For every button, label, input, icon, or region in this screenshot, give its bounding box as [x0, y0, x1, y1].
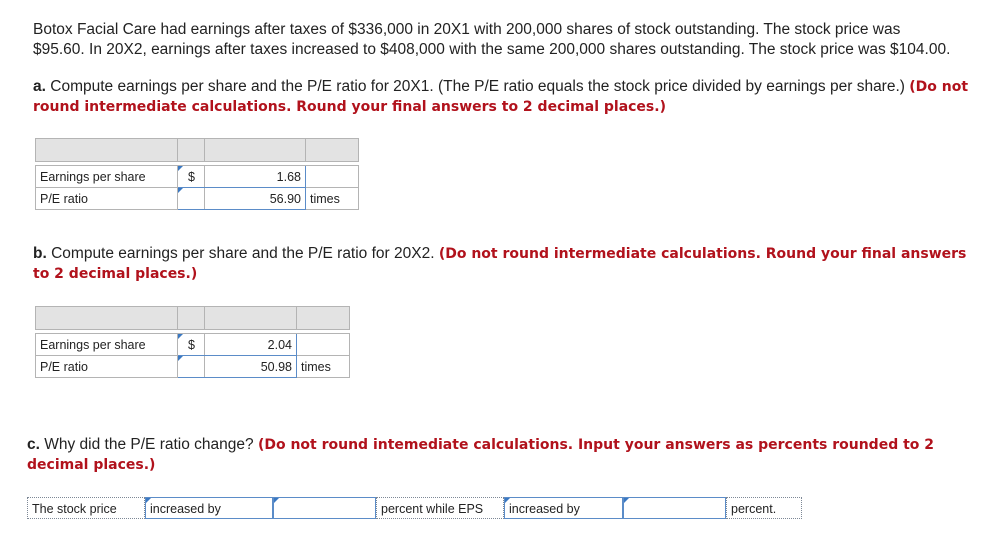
currency-prefix: $: [188, 337, 195, 352]
answer-flag-icon: [178, 166, 183, 171]
stock-price-percent-input[interactable]: [273, 497, 376, 519]
dropdown-value: increased by: [509, 502, 580, 516]
sentence-end: percent.: [726, 497, 802, 519]
answer-flag-icon: [274, 498, 279, 503]
answer-flag-icon: [178, 356, 183, 361]
eps-answer-input[interactable]: [178, 334, 205, 356]
table-row: [36, 166, 359, 188]
currency-prefix: $: [188, 169, 195, 184]
part-b-instruction: (Do not round intermediate calculations. Round your final answers to 2 decimal places.): [33, 246, 967, 282]
intro-line-1: Botox Facial Care had earnings after taxes of $336,000 in 20X1 with 200,000 shares of stock outstanding. The stock price was: [33, 21, 901, 38]
table-header-row: [36, 307, 350, 330]
stock-price-direction-dropdown[interactable]: [145, 497, 273, 519]
part-a-letter: a.: [33, 78, 46, 95]
pe-value[interactable]: 50.98: [205, 356, 297, 378]
part-a-answer-table: [35, 138, 359, 210]
eps-value[interactable]: 1.68: [205, 166, 306, 188]
row-unit: [297, 334, 350, 356]
eps-direction-dropdown[interactable]: [504, 497, 623, 519]
problem-intro: [33, 20, 973, 60]
row-unit: times: [306, 188, 359, 210]
answer-flag-icon: [146, 498, 151, 503]
part-a-text: Compute earnings per share and the P/E ratio for 20X1. (The P/E ratio equals the stock price divided by earnings per share.): [50, 78, 905, 95]
sentence-middle: percent while EPS: [376, 497, 504, 519]
part-c-question: [27, 435, 972, 475]
part-c-text: Why did the P/E ratio change?: [44, 436, 254, 453]
table-row: [36, 356, 350, 378]
pe-answer-input[interactable]: [178, 356, 205, 378]
part-b-answer-table: [35, 306, 350, 378]
eps-answer-input[interactable]: [178, 166, 205, 188]
dropdown-value: increased by: [150, 502, 221, 516]
row-label: P/E ratio: [36, 356, 178, 378]
part-b-letter: b.: [33, 245, 47, 262]
part-c-answer-row: [27, 497, 802, 521]
answer-flag-icon: [178, 334, 183, 339]
table-row: [36, 188, 359, 210]
eps-value[interactable]: 2.04: [205, 334, 297, 356]
intro-line-2: $95.60. In 20X2, earnings after taxes increased to $408,000 with the same 200,000 shares outstanding. The stock price was $104.00.: [33, 41, 951, 58]
part-c-letter: c.: [27, 436, 40, 453]
pe-answer-input[interactable]: [178, 188, 205, 210]
part-a-question: [33, 77, 978, 117]
part-a-instruction: (Do not round intermediate calculations. Round your final answers to 2 decimal places.): [33, 79, 969, 115]
answer-flag-icon: [505, 498, 510, 503]
eps-percent-input[interactable]: [623, 497, 726, 519]
part-c-instruction: (Do not round intemediate calculations. Input your answers as percents rounded to 2 decimal places.): [27, 437, 935, 473]
row-label: Earnings per share: [36, 166, 178, 188]
row-unit: times: [297, 356, 350, 378]
part-b-text: Compute earnings per share and the P/E ratio for 20X2.: [51, 245, 435, 262]
pe-value[interactable]: 56.90: [205, 188, 306, 210]
sentence-start: The stock price: [27, 497, 145, 519]
answer-flag-icon: [624, 498, 629, 503]
table-header-row: [36, 139, 359, 162]
table-row: [36, 334, 350, 356]
answer-flag-icon: [178, 188, 183, 193]
part-b-question: [33, 244, 978, 284]
row-label: Earnings per share: [36, 334, 178, 356]
row-unit: [306, 166, 359, 188]
row-label: P/E ratio: [36, 188, 178, 210]
